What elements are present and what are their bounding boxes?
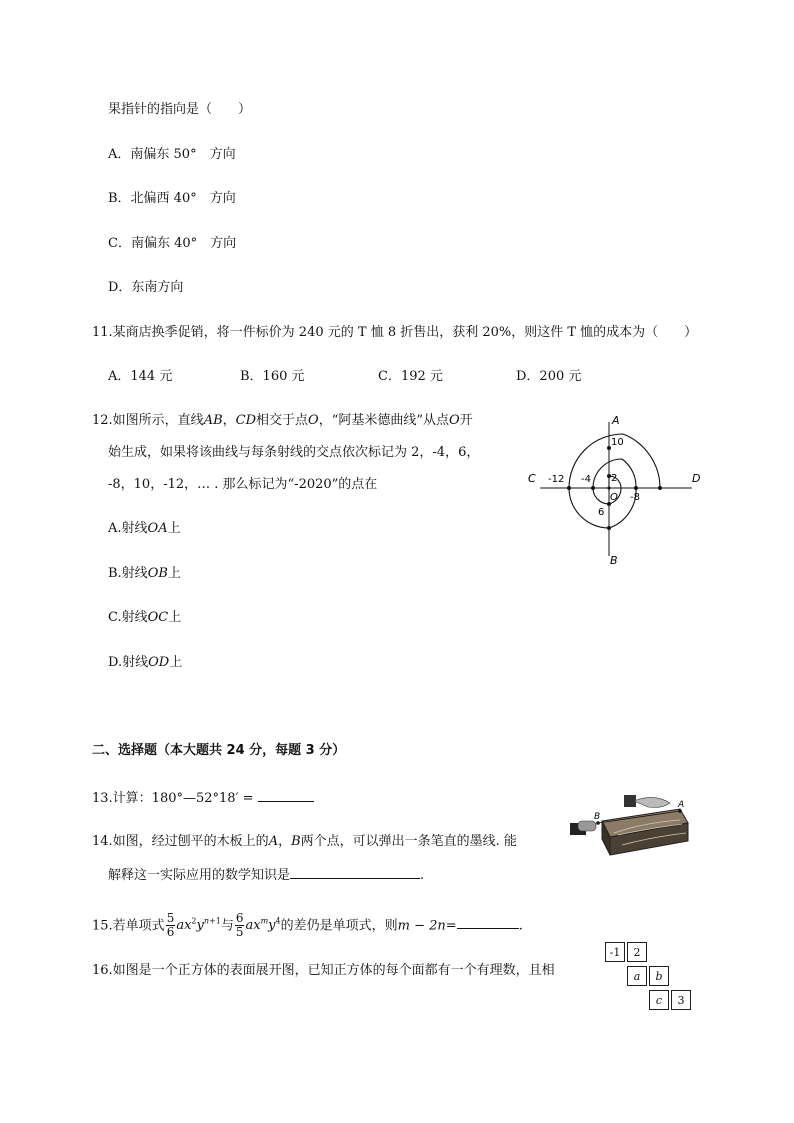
q15-answer-blank[interactable] xyxy=(457,914,519,929)
line-ab: AB xyxy=(203,413,223,428)
q11-option-b: B．160 元 xyxy=(240,369,305,384)
label-2: 2 xyxy=(611,473,618,484)
q12-option-c: C.射线OC上 xyxy=(108,610,182,625)
spiral-figure xyxy=(520,412,720,572)
q15: 15.若单项式 $\frac{5}{6}$ $ax^2y^{n+1}$与 $\frac{6}{5}$ $ax^my^4$的差仍是单项式，则m − 2n= . xyxy=(92,911,523,940)
q13 xyxy=(92,787,314,808)
q12-option-d: D.射线OD上 xyxy=(108,655,183,670)
q13-text: 13.计算：180°—52°18′ = xyxy=(92,791,254,806)
fig-label-a: A xyxy=(678,800,685,810)
q10-option-a: A．南偏东 50° 方向 xyxy=(108,147,236,162)
point-o-2: O xyxy=(449,413,460,428)
q12-option-a: A.射线OA上 xyxy=(108,521,181,536)
line-cd: CD xyxy=(235,413,257,428)
fraction-6-5: $\frac{6}{5}$ xyxy=(235,911,244,940)
dot-minus-4 xyxy=(591,486,595,490)
label-6: 6 xyxy=(598,507,605,518)
q11-option-d: D．200 元 xyxy=(516,369,582,384)
q14-line-1: 14.如图，经过刨平的木板上的A，B两个点，可以弹出一条笔直的墨线. 能 xyxy=(92,834,517,849)
q12-line1-b: 相交于点 xyxy=(256,413,309,428)
hand-right xyxy=(634,797,670,807)
q12-comma: ， xyxy=(222,413,236,428)
label-10: 10 xyxy=(611,437,624,448)
q10-option-d: D．东南方向 xyxy=(108,280,184,295)
net-cell-c: c xyxy=(649,990,669,1010)
net-cell-3: 3 xyxy=(671,990,691,1010)
dot-minus-8 xyxy=(634,486,638,490)
label-b: B xyxy=(610,554,618,567)
q12-line1-c: ，“阿基米德曲线”从点 xyxy=(318,413,450,428)
q14-answer-blank[interactable] xyxy=(290,864,420,879)
q10-option-c: C．南偏东 40° 方向 xyxy=(108,236,237,251)
cube-net xyxy=(605,942,695,1016)
q11-stem: 11.某商店换季促销，将一件标价为 240 元的 T 恤 8 折售出，获利 20%，则这件 T 恤的成本为（ ） xyxy=(92,325,698,340)
label-c: C xyxy=(528,472,536,485)
dot-origin xyxy=(607,486,610,489)
board-illustration xyxy=(562,793,692,865)
monomial-2: $ax^my^4$ xyxy=(245,917,281,934)
label-d: D xyxy=(692,472,701,485)
net-cell-minus-1: -1 xyxy=(605,942,625,962)
net-cell-2: 2 xyxy=(627,942,647,962)
label-o: O xyxy=(610,492,618,503)
monomial-1: $ax^2y^{n+1}$ xyxy=(176,917,221,934)
hand-left xyxy=(578,821,596,831)
fraction-5-6: $\frac{5}{6}$ xyxy=(166,911,175,940)
net-cell-a: a xyxy=(627,966,647,986)
q12-line-2: 始生成，如果将该曲线与每条射线的交点依次标记为 2，-4，6， xyxy=(108,445,480,460)
label-minus-12: -12 xyxy=(548,474,565,485)
q11-option-c: C．192 元 xyxy=(378,369,443,384)
q12-line-3: -8，10，-12，… . 那么标记为“-2020”的点在 xyxy=(108,477,378,492)
dot-outer-d xyxy=(658,486,662,490)
section-2-heading: 二、选择题（本大题共 24 分，每题 3 分） xyxy=(92,743,346,758)
label-minus-4: -4 xyxy=(581,474,591,485)
q12-line-1 xyxy=(92,412,473,430)
label-minus-8: -8 xyxy=(630,492,640,503)
dot-outer-b xyxy=(607,526,611,530)
q13-answer-blank[interactable] xyxy=(258,787,314,802)
q11-option-a: A．144 元 xyxy=(108,369,173,384)
dot-minus-12 xyxy=(567,486,571,490)
fig-label-b: B xyxy=(594,812,601,822)
q12-line1-a: 12.如图所示，直线 xyxy=(92,413,204,428)
q16-text: 16.如图是一个正方体的表面展开图，已知正方体的每个面都有一个有理数，且相 xyxy=(92,963,555,978)
q14-line-2: 解释这一实际应用的数学知识是 . xyxy=(108,864,424,885)
point-o: O xyxy=(308,413,319,428)
q10-tail: 果指针的指向是（ ） xyxy=(108,102,252,117)
net-cell-b: b xyxy=(649,966,669,986)
q12-option-b: B.射线OB上 xyxy=(108,566,181,581)
q10-option-b: B．北偏西 40° 方向 xyxy=(108,191,236,206)
label-a: A xyxy=(612,414,620,427)
q12-line1-d: 开 xyxy=(459,413,473,428)
